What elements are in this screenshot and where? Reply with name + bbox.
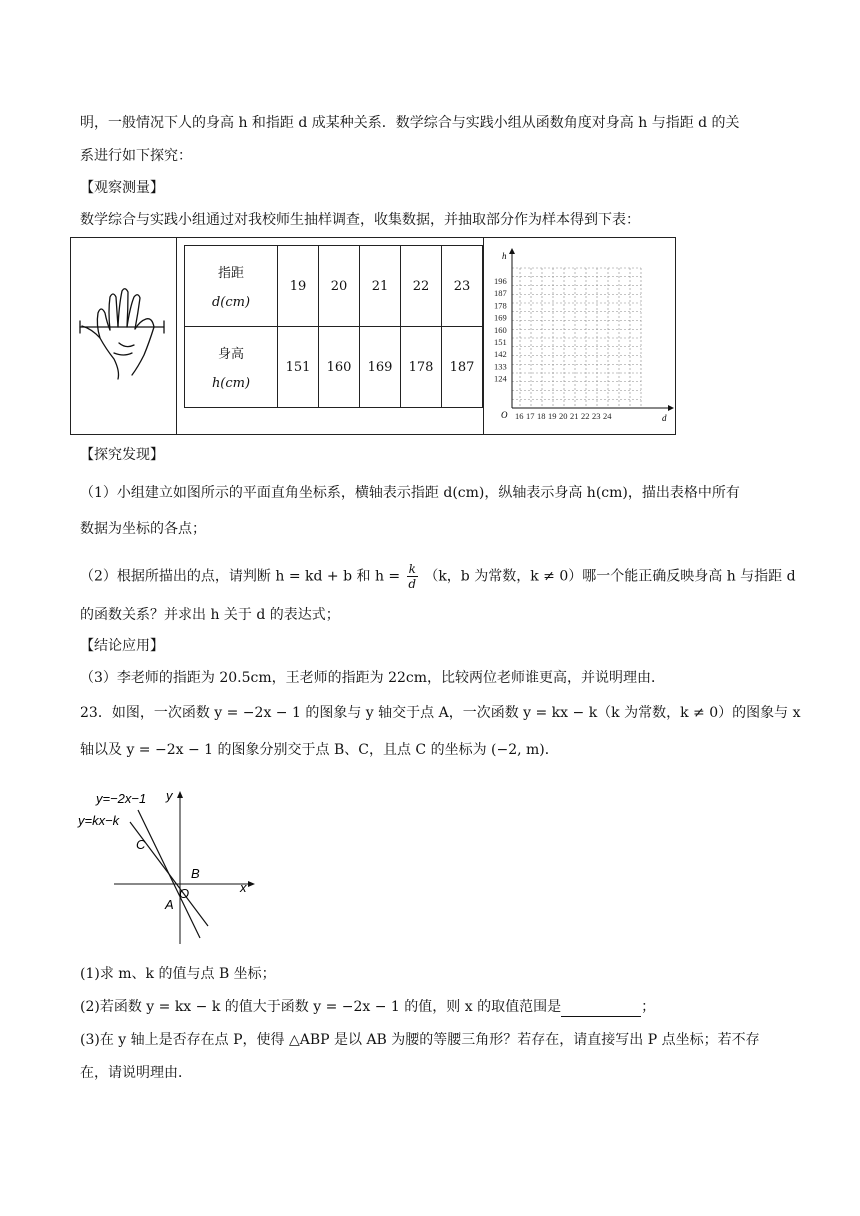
table-cell: 169 [360,327,401,408]
fraction [407,562,418,591]
paragraph-line: （1）小组建立如图所示的平面直角坐标系，横轴表示指距 d(cm)，纵轴表示身高 h(cm)，描出表格中所有 [80,485,740,501]
line-label-y-kx-k: y=kx−k [78,813,120,828]
table-row [185,246,483,327]
grid-x-tick-label: 21 [570,411,579,421]
paragraph-line: 系进行如下探究： [80,148,192,164]
paragraph-line: 数据为坐标的各点； [80,521,206,537]
paragraph-line [80,562,796,591]
paragraph-line: 明，一般情况下人的身高 h 和指距 d 成某种关系．数学综合与实践小组从函数角度对身高 h 与指距 d 的关 [80,115,740,131]
table-cell: 178 [401,327,442,408]
grid-x-tick-label: 24 [603,411,612,421]
grid-y-tick-label: 124 [494,373,507,384]
table-row [185,327,483,408]
grid-y-tick-label: 187 [494,288,507,299]
point-A-label: A [165,897,174,912]
grid-x-tick-label: 23 [592,411,601,421]
point-B-label: B [191,866,200,881]
table-cell: 160 [319,327,360,408]
paragraph-line: 的函数关系？并求出 h 关于 d 的表达式； [80,607,340,623]
hand-span-illustration [74,283,174,389]
linear-function-figure [76,786,266,946]
paragraph-line: 23．如图，一次函数 y = −2x − 1 的图象与 y 轴交于点 A，一次函数 y = kx − k（k 为常数，k ≠ 0）的图象与 x [80,705,801,721]
table-header-cell: 指距 d(cm) [185,246,278,327]
grid-y-tick-label: 160 [494,324,507,335]
grid-x-tick-label: 16 [515,411,524,421]
grid-x-tick-label: 17 [526,411,535,421]
table-cell: 187 [442,327,483,408]
grid-y-tick-label: 178 [494,300,507,311]
grid-origin-label: O [501,410,508,420]
grid-y-tick-label: 169 [494,312,507,323]
grid-y-tick-label: 196 [494,276,507,286]
subquestion-2-text: ； [641,999,656,1015]
grid-x-tick-label: 22 [581,411,590,421]
point-O-label: O [179,886,190,901]
grid-y-tick-label: 133 [494,361,507,372]
fraction-denominator: d [408,577,417,591]
paragraph-line [80,997,655,1017]
subquestion-2-text: (2)若函数 y = kx − k 的值大于函数 y = −2x − 1 的值，则 x 的取值范围是 [80,999,562,1015]
table-cell: 20 [319,246,360,327]
table-cell: 19 [278,246,319,327]
paragraph-line: （3）李老师的指距为 20.5cm，王老师的指距为 22cm，比较两位老师谁更高，并说明理由． [80,670,666,686]
paragraph-line: (1)求 m、k 的值与点 B 坐标； [80,966,276,982]
table-cell: 151 [278,327,319,408]
table-header-cell: 身高 h(cm) [185,327,278,408]
paragraph-line: 数学综合与实践小组通过对我校师生抽样调查，收集数据，并抽取部分作为样本得到下表： [80,212,640,228]
coordinate-grid [488,242,674,432]
point-C-label: C [136,837,146,852]
grid-y-axis-label: h [502,251,507,261]
data-table [184,245,483,408]
grid-x-tick-label: 19 [548,411,557,421]
table-cell: 22 [401,246,442,327]
y-axis-label: y [166,788,173,803]
section-heading: 【结论应用】 [80,638,164,654]
section-heading: 【观察测量】 [80,180,164,196]
table-cell: 21 [360,246,401,327]
paragraph-line: (3)在 y 轴上是否存在点 P，使得 △ABP 是以 AB 为腰的等腰三角形？若存在，请直接写出 P 点坐标；若不存 [80,1032,760,1048]
grid-x-tick-label: 20 [559,411,568,421]
fraction-numerator: k [408,562,416,576]
grid-x-axis-label: d [662,413,667,423]
grid-y-tick-label: 151 [494,337,507,347]
line-label-y-neg2x-neg1: y=−2x−1 [96,791,147,806]
table-cell: 23 [442,246,483,327]
paragraph-line: 轴以及 y = −2x − 1 的图象分别交于点 B、C，且点 C 的坐标为 (−2, m)． [80,742,559,758]
section-heading: 【探究发现】 [80,447,164,463]
question-2-text: （k，b 为常数，k ≠ 0）哪一个能正确反映身高 h 与指距 d [424,568,796,585]
grid-y-tick-label: 142 [494,349,507,360]
x-axis-label: x [240,880,247,895]
grid-x-tick-label: 18 [537,411,546,421]
paragraph-line: 在，请说明理由． [80,1065,192,1081]
answer-blank[interactable] [561,1002,641,1017]
question-2-text: （2）根据所描出的点，请判断 h = kd + b 和 h = [80,568,401,585]
